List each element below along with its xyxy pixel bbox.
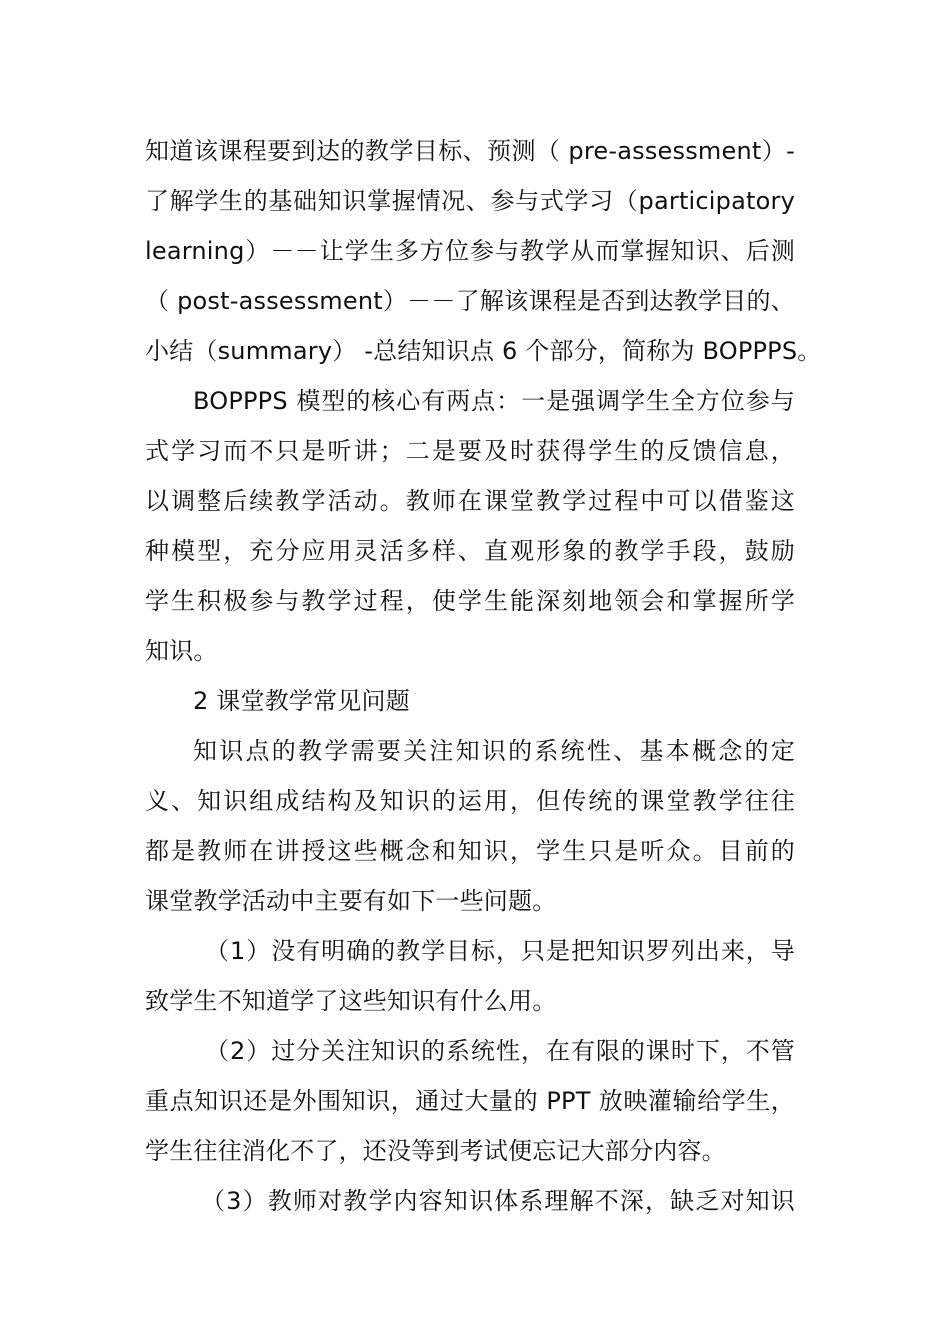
text-line: 重点知识还是外围知识，通过大量的 PPT 放映灌输给学生， [145, 1087, 795, 1115]
text-line: 知道该课程要到达的教学目标、预测（ pre-assessment）- [145, 137, 795, 165]
text-line: 义、知识组成结构及知识的运用，但传统的课堂教学往往 [145, 787, 795, 815]
document-body [145, 126, 822, 1226]
text-line: 课堂教学活动中主要有如下一些问题。 [145, 887, 557, 915]
text-line: 学生往往消化不了，还没等到考试便忘记大部分内容。 [145, 1137, 726, 1165]
text-line: （2）过分关注知识的系统性，在有限的课时下，不管 [205, 1037, 795, 1065]
text-line: 都是教师在讲授这些概念和知识，学生只是听众。目前的 [145, 837, 795, 865]
text-line: 以调整后续教学活动。教师在课堂教学过程中可以借鉴这 [145, 487, 795, 515]
text-line: 学生积极参与教学过程，使学生能深刻地领会和掌握所学 [145, 587, 795, 615]
text-line: BOPPPS 模型的核心有两点：一是强调学生全方位参与 [193, 387, 795, 415]
text-line: 式学习而不只是听讲；二是要及时获得学生的反馈信息， [145, 437, 795, 465]
text-line: （1）没有明确的教学目标，只是把知识罗列出来，导 [205, 937, 795, 965]
text-line: （3）教师对教学内容知识体系理解不深，缺乏对知识 [201, 1187, 795, 1215]
text-line: learning）－－让学生多方位参与教学从而掌握知识、后测 [145, 237, 795, 265]
text-line: （ post-assessment）－－了解该课程是否到达教学目的、 [145, 287, 795, 315]
text-line: 了解学生的基础知识掌握情况、参与式学习（participatory [145, 187, 795, 215]
text-line: 知识。 [145, 637, 218, 665]
text-line: 种模型，充分应用灵活多样、直观形象的教学手段，鼓励 [145, 537, 795, 565]
text-line: 小结（summary） -总结知识点 6 个部分，简称为 BOPPPS。 [145, 337, 822, 365]
text-line: 知识点的教学需要关注知识的系统性、基本概念的定 [193, 737, 795, 765]
text-line: 致学生不知道学了这些知识有什么用。 [145, 987, 557, 1015]
section-heading: 2 课堂教学常见问题 [193, 687, 410, 715]
